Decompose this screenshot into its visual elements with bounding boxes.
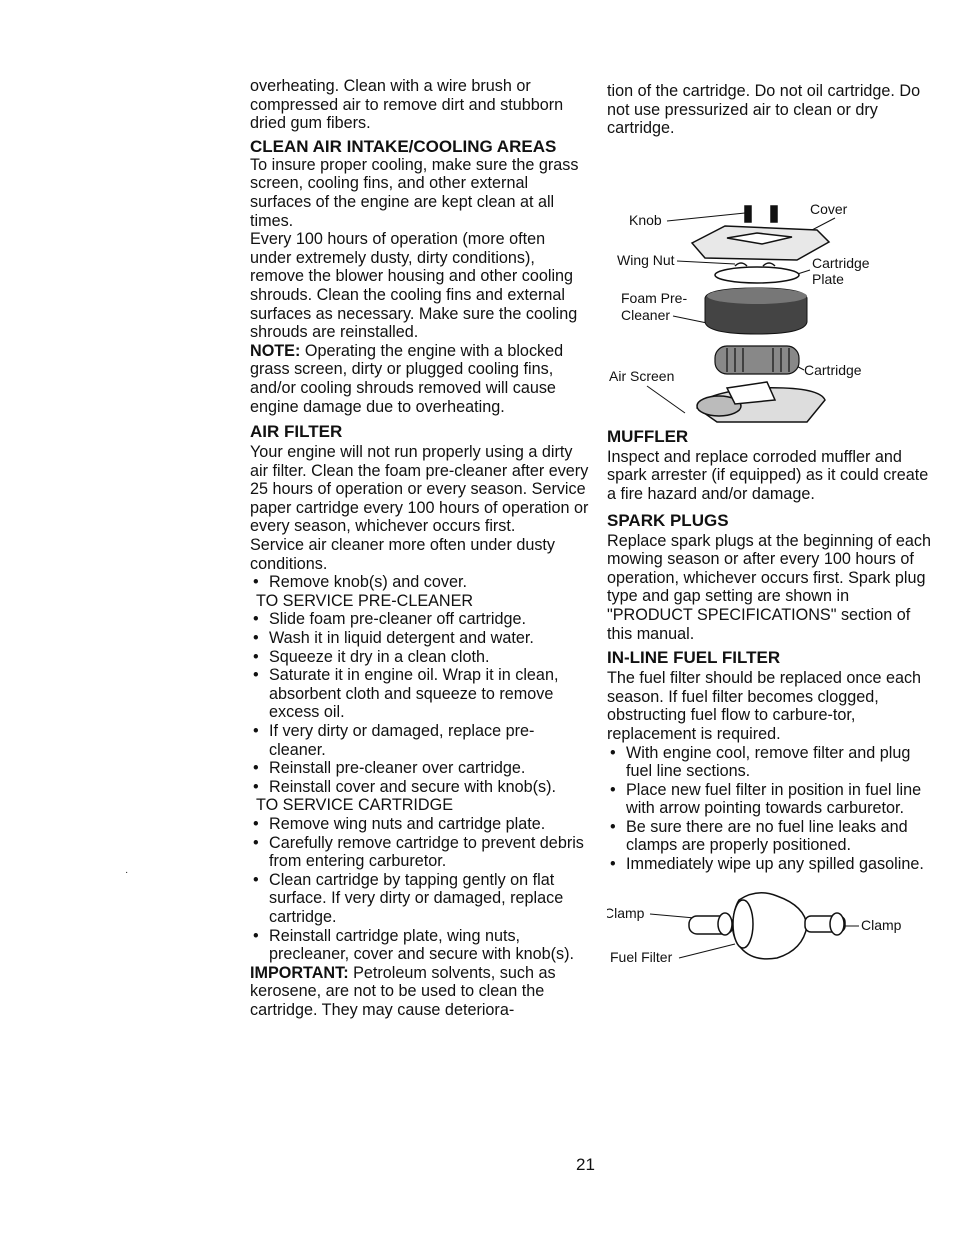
important-text: Petroleum solvents, such as kerosene, are not to be used to clean the cartridge. They may cause deteriora-: [250, 963, 556, 1019]
fuel-filter-paragraph: The fuel filter should be replaced once each season. If fuel filter becomes clogged, obstructing fuel flow to carbure-tor, replacement is required.: [607, 669, 922, 743]
air-filter-bullets: [250, 573, 590, 592]
knob-label: Knob: [629, 211, 662, 228]
air-filter-paragraph-1: Your engine will not run properly using a dirty air filter. Clean the foam pre-cleaner after every 25 hours of operation or every season. Service paper cartridge every 100 hours of operation or every season, whichever occurs first.: [250, 443, 589, 536]
cover-shape: [692, 206, 829, 260]
air-cleaner-illustration: [607, 138, 932, 423]
muffler-heading: MUFFLER: [607, 426, 689, 446]
cartridge-label: Cartridge: [804, 361, 862, 378]
foam-pre-cleaner-label-2: Cleaner: [621, 306, 671, 323]
cartridge-shape: [715, 346, 799, 374]
fuel-filter-illustration: [607, 878, 932, 968]
clamp-left-label: Clamp: [607, 904, 645, 921]
list-item: • Be sure there are no fuel line leaks and clamps are properly positioned.: [607, 818, 932, 855]
list-item: • Slide foam pre-cleaner off cartridge.: [250, 610, 590, 629]
pre-cleaner-heading: TO SERVICE PRE-CLEANER: [256, 591, 474, 610]
right-column: [607, 82, 932, 968]
spark-plugs-paragraph: Replace spark plugs at the beginning of each mowing season or after every 100 hours of operation, whichever occurs first. Spark plug type and gap setting are shown in "PRODUCT SPECIFICATIONS" section of this manual.: [607, 531, 931, 643]
note-paragraph: [250, 342, 590, 416]
cartridge-plate-shape: [715, 263, 799, 283]
clean-paragraph-2: Every 100 hours of operation (more often under extremely dusty, dirty conditions), remove the blower housing and other cooling shrouds. Clean the cooling fins and external surfaces as necessary. Make sure the cooling shrouds are reinstalled.: [250, 230, 578, 342]
air-filter-heading: AIR FILTER: [250, 422, 343, 442]
wing-nut-label: Wing Nut: [617, 251, 675, 268]
cartridge-bullets: [250, 815, 590, 964]
intro-paragraph: overheating. Clean with a wire brush or compressed air to remove dirt and stubborn dried gum fibers.: [250, 77, 564, 133]
important-paragraph: [250, 964, 590, 1020]
fuel-filter-label: Fuel Filter: [610, 948, 673, 965]
muffler-paragraph: Inspect and replace corroded muffler and spark arrester (if equipped) as it could create a fire hazard and/or damage.: [607, 447, 929, 503]
fuel-filter-heading: IN-LINE FUEL FILTER: [607, 648, 781, 668]
spark-plugs-heading: SPARK PLUGS: [607, 510, 729, 530]
continued-paragraph: tion of the cartridge. Do not oil cartridge. Do not use pressurized air to clean or dry cartridge.: [607, 82, 921, 138]
list-item: • If very dirty or damaged, replace pre-cleaner.: [250, 722, 590, 759]
fuel-filter-bullets: [607, 744, 932, 874]
clamp-right-label: Clamp: [861, 916, 902, 933]
cover-label: Cover: [810, 200, 848, 217]
base-and-air-screen-shape: [697, 382, 825, 422]
foam-pre-cleaner-shape: [705, 288, 807, 334]
stray-mark: ·: [125, 867, 129, 878]
pre-cleaner-bullets: [250, 610, 590, 796]
list-item: • Carefully remove cartridge to prevent debris from entering carburetor.: [250, 834, 590, 871]
list-item: • Remove wing nuts and cartridge plate.: [250, 815, 590, 834]
air-cleaner-diagram: [607, 138, 932, 423]
air-screen-label: Air Screen: [609, 367, 675, 384]
fuel-filter-diagram: [607, 878, 932, 968]
list-item: • Reinstall cartridge plate, wing nuts, precleaner, cover and secure with knob(s).: [250, 927, 590, 964]
cartridge-plate-label-2: Plate: [812, 270, 844, 287]
cartridge-plate-label-1: Cartridge: [812, 254, 870, 271]
air-filter-paragraph-2: Service air cleaner more often under dusty conditions.: [250, 536, 556, 573]
important-label: IMPORTANT:: [250, 963, 349, 982]
list-item: • Wash it in liquid detergent and water.: [250, 629, 590, 648]
list-item: • Reinstall pre-cleaner over cartridge.: [250, 759, 590, 778]
list-item: • Squeeze it dry in a clean cloth.: [250, 648, 590, 667]
list-item: • Clean cartridge by tapping gently on flat surface. If very dirty or damaged, replace cartridge.: [250, 871, 590, 927]
note-label: NOTE:: [250, 341, 301, 360]
list-item: • Reinstall cover and secure with knob(s).: [250, 778, 590, 797]
cartridge-heading: TO SERVICE CARTRIDGE: [256, 796, 453, 815]
note-text: Operating the engine with a blocked grass screen, dirty or plugged cooling fins, and/or cooling shrouds removed will cause engine damage due to overheating.: [250, 341, 564, 416]
list-item: • Remove knob(s) and cover.: [250, 573, 590, 592]
left-column: [250, 77, 590, 1020]
page-number: 21: [576, 1155, 595, 1174]
list-item: • With engine cool, remove filter and plug fuel line sections.: [607, 744, 932, 781]
clean-air-intake-heading: CLEAN AIR INTAKE/COOLING AREAS: [250, 136, 557, 156]
clean-paragraph-1: To insure proper cooling, make sure the grass screen, cooling fins, and other external surfaces of the engine are kept clean at all times.: [250, 155, 579, 230]
fuel-filter-shape: [689, 892, 845, 958]
list-item: • Place new fuel filter in position in fuel line with arrow pointing towards carburetor.: [607, 781, 932, 818]
list-item: • Saturate it in engine oil. Wrap it in clean, absorbent cloth and squeeze to remove excess oil.: [250, 666, 590, 722]
list-item: • Immediately wipe up any spilled gasoline.: [607, 855, 932, 874]
foam-pre-cleaner-label-1: Foam Pre-: [621, 289, 688, 306]
